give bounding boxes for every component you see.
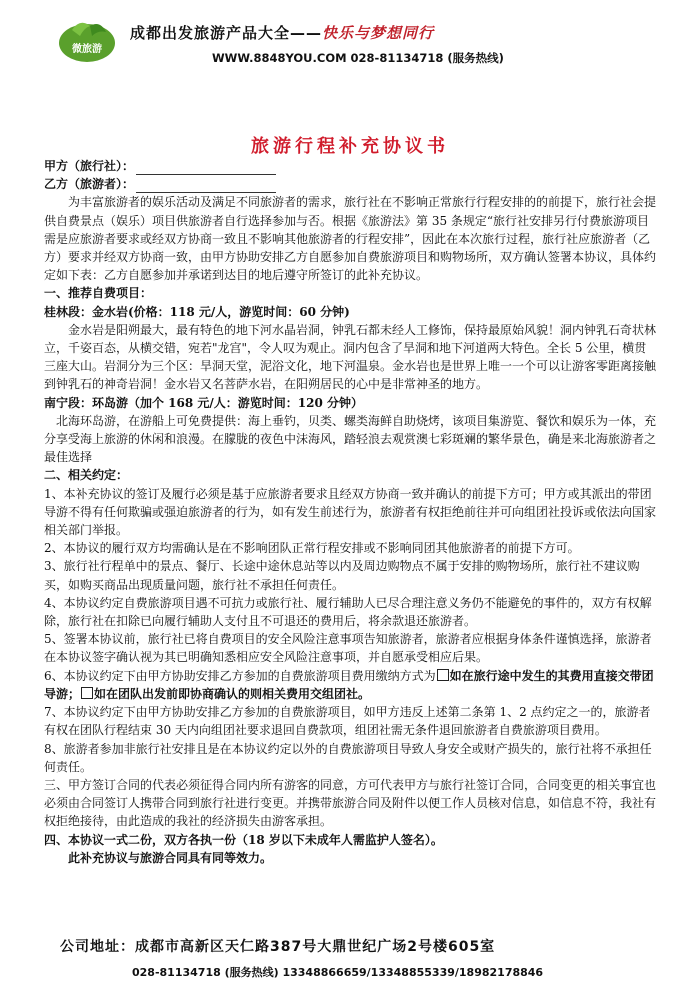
clause-5: 5、签署本协议前，旅行社已将自费项目的安全风险注意事项告知旅游者，旅游者应根据身体条件谨慎选择，旅游者在本协议签字确认视为其已明确知悉相应安全风险注意事项，并自愿承受相应后果。 — [44, 632, 652, 665]
clause-6-option-agency: 如在团队出发前即协商确认的则相关费用交组团社。 — [94, 686, 371, 701]
section1-heading: 一、推荐自费项目： — [44, 286, 153, 301]
checkbox-pay-agency[interactable] — [81, 687, 93, 699]
header-company-line — [130, 22, 434, 43]
clause-6-intro: 6、本协议约定下由甲方协助安排乙方参加的自费旅游项目费用缴纳方式为 — [44, 668, 436, 683]
document-title: 旅游行程补充协议书 — [251, 136, 449, 157]
closing-statement: 此补充协议与旅游合同具有同等效力。 — [68, 850, 273, 865]
slogan: 快乐与梦想同行 — [322, 24, 435, 42]
document-body — [44, 157, 658, 867]
logo-text: 微旅游 — [72, 44, 102, 55]
section3-paragraph: 三、甲方签订合同的代表必须征得合同内所有游客的同意，方可代表甲方与旅行社签订合同，合同变更的相关事宜也必须由合同签订人携带合同到旅行社进行变更。并携带旅游合同及附件以便工作人员核对信息，如信息不符，我社有权拒绝接待，由此造成的我社的经济损失由游客承担。 — [44, 777, 657, 829]
page-header — [0, 0, 700, 70]
intro-paragraph: 为丰富旅游者的娱乐活动及满足不同旅游者的需求，旅行社在不影响正常旅行行程安排的的前提下，旅行社会提供自费景点（娱乐）项目供旅游者自行选择参加与否。根据《旅游法》第 35 条规定“旅行社安排另行付费旅游项目需是应旅游者要求或经双方协商一致且不影响其他旅游者的行程安排”，因此在本次旅行过程，旅行社应旅游者（乙方）要求并经双方协商一致，由甲方协助安排乙方自愿参加自费旅游项目和购物场所，双方确认签署本协议，具体约定如下表：乙方自愿参加并承诺到达目的地后遵守所签订的此补充协议。 — [44, 195, 657, 283]
party-b-line — [44, 175, 658, 193]
nanning-title: 南宁段：环岛游（加个 168 元/人：游览时间：120 分钟） — [44, 395, 364, 410]
company-name: 成都出发旅游产品大全—— — [130, 24, 323, 42]
party-a-blank[interactable] — [136, 160, 276, 175]
clause-7: 7、本协议约定下由甲方协助安排乙方参加的自费旅游项目，如甲方违反上述第二条第 1、2 点约定之一的，旅游者有权在团队行程结束 30 天内向组团社要求退回自费款项，组团社需无条件退回旅游者自费旅游项目费用。 — [44, 705, 651, 738]
nanning-text: 北海环岛游，在游船上可免费提供：海上垂钓，贝类、螺类海鲜自助烧烤，该项目集游览、餐饮和娱乐为一体，充分享受海上旅游的休闲和浪漫。在朦胧的夜色中沫海风，踏轻浪去观赏澳七彩斑斓的繁华景色，确是来北海旅游者之最佳选择 — [44, 413, 657, 465]
page-footer — [60, 936, 680, 980]
section4-paragraph: 四、本协议一式二份，双方各执一份（18 岁以下未成年人需监护人签名）。 — [44, 832, 443, 847]
clause-3: 3、旅行社行程单中的景点、餐厅、长途中途休息站等以内及周边购物点不属于安排的购物场所，旅行社不建议购买，如购买商品出现质量问题，旅行社不承担任何责任。 — [44, 559, 640, 592]
company-phones: 028-81134718 (服务热线) 13348866659/13348855339/18982178846 — [132, 966, 544, 979]
guilin-text: 金水岩是阳朔最大，最有特色的地下河水晶岩洞，钟乳石都未经人工修饰，保持最原始风貌！洞内钟乳石奇状林立，千姿百态，从横交错，宛若"龙宫"，令人叹为观止。洞内包含了旱洞和地下河道两大特色。全长 5 公里，横贯三座大山。岩洞分为三个区：旱洞天堂，泥浴文化，地下河温泉。金水岩也是世界上唯一一个可以让游客零距离接触到钟乳石的神奇岩洞！金水岩又名菩萨水岩，在阳朔居民的心中是非常神圣的地方。 — [44, 322, 657, 392]
party-a-label: 甲方（旅行社）： — [44, 159, 135, 173]
clause-2: 2、本协议的履行双方均需确认是在不影响团队正常行程安排或不影响同团其他旅游者的前提下方可。 — [44, 541, 580, 556]
checkbox-pay-guide[interactable] — [437, 669, 449, 681]
clause-4: 4、本协议约定自费旅游项目遇不可抗力或旅行社、履行辅助人已尽合理注意义务仍不能避免的事件的，双方有权解除，旅行社在扣除已向履行辅助人支付且不可退还的费用后，将余款退还旅游者。 — [44, 595, 652, 629]
company-address: 公司地址：成都市高新区天仁路387号大鼎世纪广场2号楼605室 — [60, 939, 496, 955]
guilin-title: 桂林段：金水岩(价格：118 元/人，游览时间：60 分钟) — [44, 304, 350, 319]
section2-heading: 二、相关约定： — [44, 468, 129, 483]
clause-6-option-guide: 如在旅行途中发生的其费用直接交带团导游； — [44, 668, 654, 701]
clause-6 — [44, 667, 658, 703]
party-b-label: 乙方（旅游者）： — [44, 177, 135, 192]
party-a-line — [44, 157, 658, 175]
header-contact: WWW.8848YOU.COM 028-81134718 (服务热线) — [212, 51, 504, 65]
clause-1: 1、本补充协议的签订及履行必须是基于应旅游者要求且经双方协商一致并确认的前提下方可；甲方或其派出的带团导游不得有任何欺骗或强迫旅游者的行为，如有发生前述行为，旅游者有权拒绝前往并可向组团社投诉或依法向国家相关部门举报。 — [44, 486, 657, 538]
party-b-blank[interactable] — [136, 178, 276, 193]
clause-8: 8、旅游者参加非旅行社安排且是在本协议约定以外的自费旅游项目导致人身安全或财产损失的，旅行社将不承担任何责任。 — [44, 741, 652, 774]
